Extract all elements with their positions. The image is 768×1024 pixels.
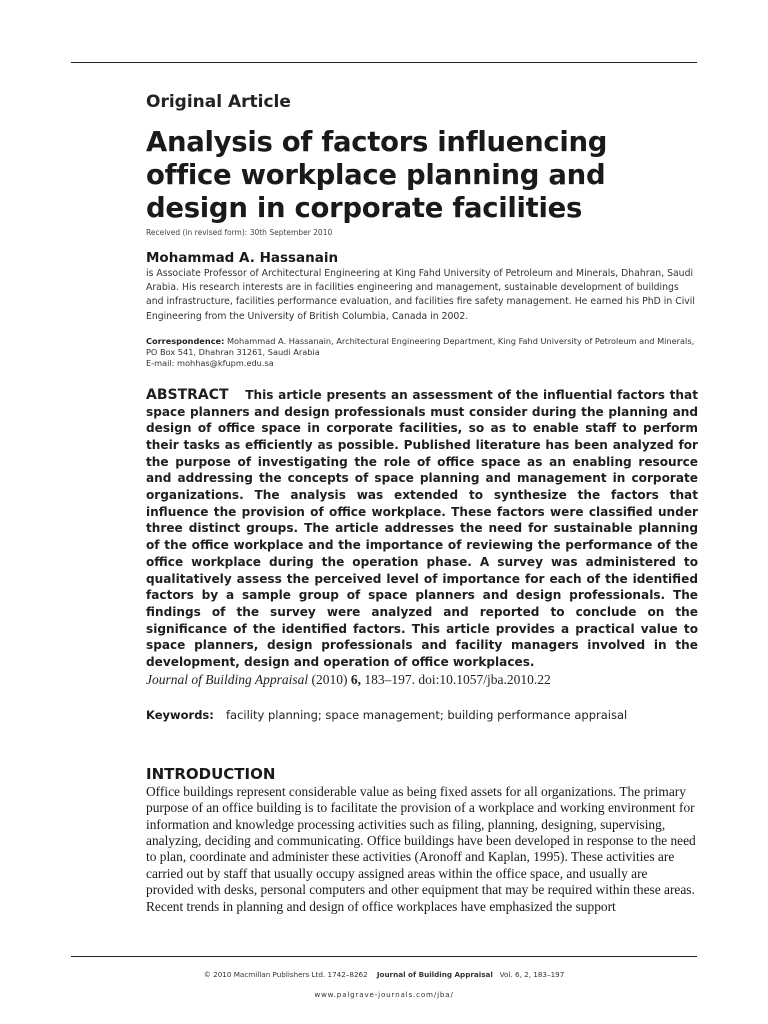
- bottom-rule: [71, 956, 697, 957]
- citation: [146, 671, 698, 688]
- footer-volume: Vol. 6, 2, 183–197: [499, 970, 565, 979]
- author-name: Mohammad A. Hassanain: [146, 250, 339, 266]
- abstract: [146, 387, 698, 671]
- correspondence-text: Mohammad A. Hassanain, Architectural Engineering Department, King Fahd University of Petroleum and Minerals,: [226, 335, 695, 346]
- footer-info: [0, 970, 768, 979]
- footer-copyright: © 2010 Macmillan Publishers Ltd. 1742–8262: [203, 970, 368, 979]
- article-title: Analysis of factors influencing office workplace planning and design in corporate facilities: [146, 126, 608, 224]
- article-type: Original Article: [146, 92, 291, 112]
- correspondence-label: Correspondence:: [146, 335, 225, 346]
- correspondence-email[interactable]: E-mail: mohhas@kfupm.edu.sa: [146, 357, 274, 368]
- citation-journal: Journal of Building Appraisal: [146, 671, 309, 687]
- top-rule: [71, 62, 697, 63]
- correspondence: [146, 336, 698, 369]
- footer-journal: Journal of Building Appraisal: [376, 970, 493, 979]
- keywords-value: facility planning; space management; building performance appraisal: [226, 707, 628, 722]
- citation-year: (2010): [311, 671, 348, 687]
- article-content: [146, 90, 698, 915]
- introduction-heading: INTRODUCTION: [146, 764, 276, 783]
- keywords-label: Keywords:: [146, 707, 214, 722]
- abstract-label: ABSTRACT: [146, 386, 229, 403]
- correspondence-address: PO Box 541, Dhahran 31261, Saudi Arabia: [146, 346, 320, 357]
- author-bio: is Associate Professor of Architectural Engineering at King Fahd University of Petroleum and Minerals, Dhahran, Saudi Arabia. His research interests are in facilities engineering and management, sustainable development of buildings and infrastructure, facilities performance evaluation, and facilities fire safety management. He earned his PhD in Civil Engineering from the University of British Columbia, Canada in 2002.: [146, 268, 695, 322]
- citation-rest[interactable]: 183–197. doi:10.1057/jba.2010.22: [364, 671, 551, 687]
- citation-volume: 6,: [350, 671, 362, 687]
- abstract-text: This article presents an assessment of the influential factors that space planners and design professionals must consider during the planning and design of office space in corporate facilities, so as to enable staff to perform their tasks as efficiently as possible. Published literature has been analyzed for the purpose of investigating the role of office space as an enabling resource and addressing the concepts of space planning and management in corporate organizations. The analysis was extended to synthesize the factors that influence the provision of office workplace. These factors were classified under three distinct groups. The article addresses the need for sustainable planning of the office workplace and the importance of reviewing the performance of the office workplace during the operation phase. A survey was administered to qualitatively assess the perceived level of importance for each of the identified factors by a sample group of space planners and design professionals. The findings of the survey were analyzed and reported to conclude on the significance of the identified factors. This article provides a practical value to space planners, design professionals and facility managers involved in the development, design and operation of office workplaces.: [146, 387, 698, 670]
- keywords: [146, 708, 698, 723]
- received-date: Received (in revised form): 30th September 2010: [146, 228, 333, 237]
- footer-url[interactable]: www.palgrave-journals.com/jba/: [314, 990, 454, 999]
- introduction-body: Office buildings represent considerable value as being fixed assets for all organizations. The primary purpose of an office building is to facilitate the provision of a workplace and working environment for information and knowledge processing activities such as filing, planning, designing, supervising, analyzing, deciding and communicating. Office buildings have been developed in response to the need to plan, coordinate and administer these activities (Aronoff and Kaplan, 1995). These activities are carried out by staff that usually occupy assigned areas within the office space, and usually are provided with desks, personal computers and other equipment that may be required within these areas. Recent trends in planning and design of office workplaces have emphasized the support: [146, 783, 696, 914]
